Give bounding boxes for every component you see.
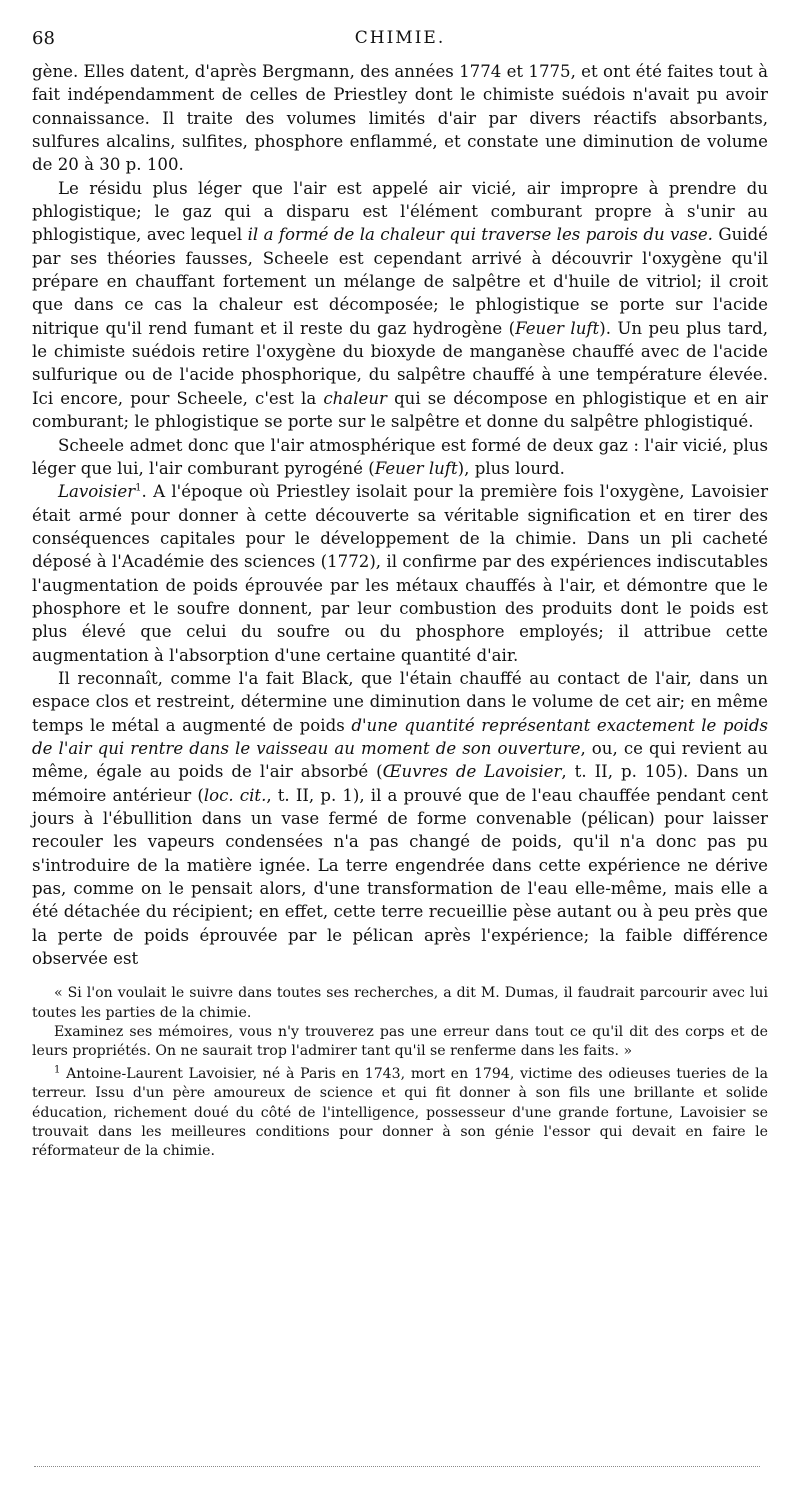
main-text	[32, 60, 768, 970]
footnote-1: $^1$ Antoine-Laurent Lavoisier, né à Paris en 1743, mort en 1794, victime des odieuses tueries de la terreur. Issu d'un père amoureux de science et qui fit donner à son fils une brillante et solide éducation, richement doué du côté de l'intelligence, possesseur d'une grande fortune, Lavoisier se trouvait dans les meilleures conditions pour donner à son génie l'essor qui devait en faire le réformateur de la chimie.	[32, 1064, 768, 1160]
footnote-dumas-quote: « Si l'on voulait le suivre dans toutes ses recherches, a dit M. Dumas, il faudrait parcourir avec lui toutes les parties de la chimie.	[32, 985, 768, 1021]
section-title-lavoisier: Lavoisier	[58, 482, 136, 502]
paragraph-tin-experiment: Il reconnaît, comme l'a fait Black, que l'étain chauffé au contact de l'air, dans un espace clos et restreint, détermine une diminution dans le volume de cet air; en même temps le métal a augmenté de poids d'une quantité représentant exactement le poids de l'air qui rentre dans le vaisseau au moment de son ouverture, ou, ce qui revient au même, égale au poids de l'air absorbé (Œuvres de Lavoisier, t. II, p. 105). Dans un mémoire antérieur (loc. cit., t. II, p. 1), il a prouvé que de l'eau chauffée pendant cent jours à l'ébullition dans un vase fermé de forme convenable (pélican) pour laisser recouler les vapeurs condensées n'a pas changé de poids, qu'il n'a donc pas pu s'introduire de la matière ignée. La terre engendrée dans cette expérience ne dérive pas, comme on le pensait alors, d'une transformation de l'eau elle-même, mais elle a été détachée du récipient; en effet, cette terre recueillie pèse autant ou à peu près que la perte de poids éprouvée par le pélican après l'expérience; la faible différence observée est	[32, 668, 768, 969]
paragraph-vitiated-air: Le résidu plus léger que l'air est appelé air vicié, air impropre à prendre du phlogistique; le gaz qui a disparu est l'élément comburant propre à s'unir au phlogistique, avec lequel il a formé de la chaleur qui traverse les parois du vase. Guidé par ses théories fausses, Scheele est cependant arrivé à découvrir l'oxygène qu'il prépare en chauffant fortement un mélange de salpêtre et d'huile de vitriol; il croit que dans ce cas la chaleur est décomposée; le phlogistique se porte sur l'acide nitrique qu'il rend fumant et il reste du gaz hydrogène (Feuer luft). Un peu plus tard, le chimiste suédois retire l'oxygène du bioxyde de manganèse chauffé avec de l'acide sulfurique ou de l'acide phosphorique, du salpêtre chauffé à une température élevée. Ici encore, pour Scheele, c'est la chaleur qui se décompose en phlogistique et en air comburant; le phlogistique se porte sur le salpêtre et donne du salpêtre phlogistiqué.	[32, 178, 769, 432]
paragraph-lavoisier: Lavoisier$^1$. A l'époque où Priestley isolait pour la première fois l'oxygène, Lavoisier était armé pour donner à cette découverte sa véritable signification et en tirer des conséquences capitales pour le développement de la chimie. Dans un pli cacheté déposé à l'Académie des sciences (1772), il confirme par des expériences indiscutables l'augmentation de poids éprouvée par les métaux chauffés à l'air, et démontre que le phosphore et le soufre donnent, par leur combustion des produits dont le poids est plus élevé que celui du soufre ou du phosphore employés; il attribue cette augmentation à l'absorption d'une certaine quantité d'air.	[32, 482, 768, 665]
running-head: CHIMIE.	[354, 28, 446, 48]
page-header	[32, 28, 768, 56]
footnote-marker: 1	[54, 1064, 61, 1076]
footnote-reference[interactable]: 1	[135, 482, 142, 494]
paragraph-scheele-experiments: gène. Elles datent, d'après Bergmann, des années 1774 et 1775, et ont été faites tout à fait indépendamment de celles de Priestley dont le chimiste suédois n'avait pu avoir connaissance. Il traite des volumes limités d'air par divers réactifs absorbants, sulfures alcalins, sulfites, phosphore enflammé, et constate une diminution de volume de 20 à 30 p. 100.	[32, 62, 768, 175]
book-page	[32, 28, 768, 1161]
paragraph-two-gases: Scheele admet donc que l'air atmosphérique est formé de deux gaz : l'air vicié, plus léger que lui, l'air comburant pyrogéné (Feuer luft), plus lourd.	[32, 435, 768, 478]
footnote-dumas-quote-continued: Examinez ses mémoires, vous n'y trouverez pas une erreur dans tout ce qu'il dit des corps et de leurs propriétés. On ne saurait trop l'admirer tant qu'il se renferme dans les faits. »	[32, 1023, 768, 1060]
bottom-rule	[34, 1466, 760, 1467]
page-number: 68	[32, 28, 55, 49]
footnotes	[32, 984, 768, 1161]
